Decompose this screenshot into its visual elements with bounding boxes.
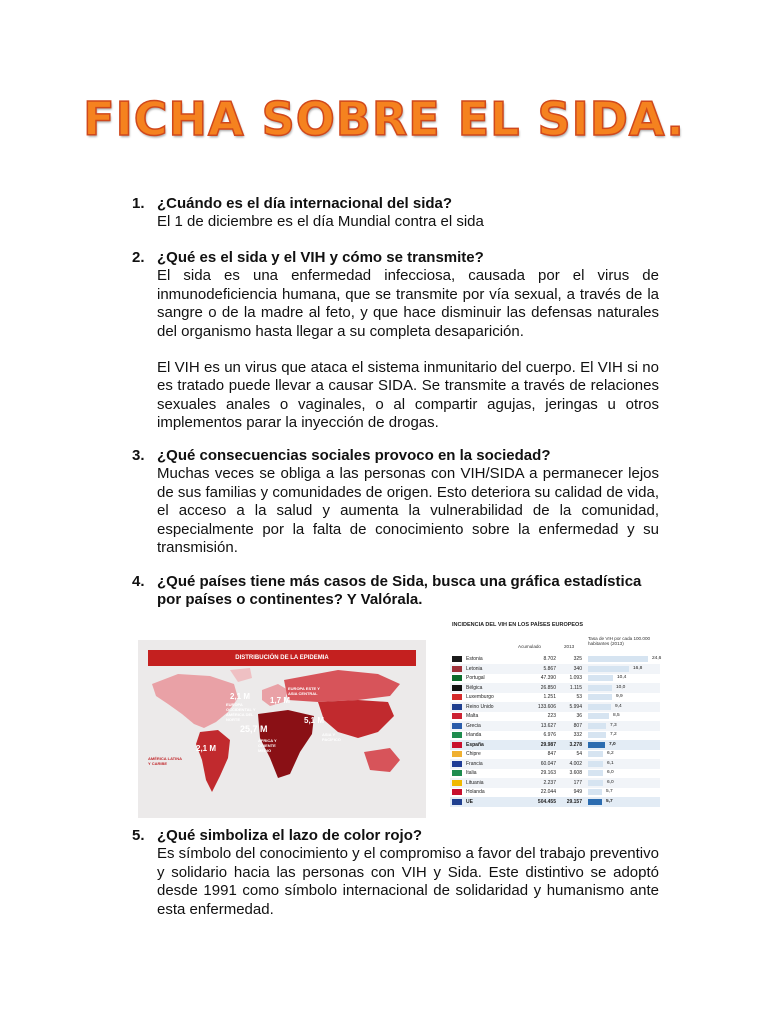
cumulative-value: 60.047 (540, 760, 556, 767)
cumulative-value: 29.163 (540, 770, 556, 776)
country-name: Reino Unido (466, 703, 494, 710)
question-4 (133, 573, 659, 610)
year-value: 177 (573, 779, 582, 786)
rate-value: 10,0 (616, 684, 626, 690)
rate-value: 10,4 (617, 675, 627, 680)
country-name: Francia (466, 760, 483, 767)
question-heading: ¿Qué simboliza el lazo de color rojo? (157, 827, 423, 844)
cumulative-value: 13.627 (540, 722, 556, 729)
rate-bar (588, 685, 612, 691)
col-header-acum: Acumulado (518, 644, 541, 649)
region-latin-america (196, 730, 230, 792)
rate-value: 7,2 (610, 732, 617, 737)
question-1 (133, 195, 659, 232)
country-name: España (466, 741, 484, 748)
rate-bar (588, 732, 606, 738)
flag-icon (452, 770, 462, 776)
year-value: 54 (576, 751, 582, 757)
table-row (450, 768, 660, 778)
region-name: EUROPA ESTE Y ASIA CENTRAL (288, 686, 320, 696)
table-row (450, 702, 660, 712)
country-name: Holanda (466, 789, 485, 795)
cumulative-value: 22.044 (540, 789, 556, 795)
rate-value: 16,8 (633, 665, 643, 671)
flag-icon (452, 656, 462, 662)
flag-icon (452, 685, 462, 691)
country-name: Estonia (466, 656, 483, 662)
world-map-graphic (138, 640, 426, 818)
rate-bar (588, 713, 609, 719)
map-banner: DISTRIBUCIÓN DE LA EPIDEMIA (148, 650, 416, 666)
flag-icon (452, 761, 462, 767)
rate-value: 6,0 (607, 779, 614, 785)
cumulative-value: 1.251 (543, 694, 556, 700)
answer-text (133, 845, 659, 919)
region-name: AMÉRICA LATINA Y CARIBE (148, 756, 182, 766)
cumulative-value: 5.867 (543, 665, 556, 672)
epidemic-distribution-map (138, 640, 426, 818)
flag-icon (452, 723, 462, 729)
rate-bar (588, 656, 648, 662)
year-value: 1.093 (569, 675, 582, 681)
rate-bar (588, 799, 602, 805)
table-row (450, 673, 660, 683)
question-number: 4. (132, 573, 145, 590)
question-heading: ¿Qué países tiene más casos de Sida, busca una gráfica estadística por países o continentes? Y Valórala. (157, 573, 642, 609)
region-greenland (230, 668, 252, 682)
flag-icon (452, 751, 462, 757)
cumulative-value: 29.987 (540, 741, 556, 748)
question-heading: ¿Qué es el sida y el VIH y cómo se transmite? (157, 249, 484, 266)
year-value: 949 (573, 789, 582, 795)
question-number: 1. (132, 195, 145, 212)
rate-bar (588, 694, 612, 700)
rate-bar (588, 723, 606, 729)
country-name: Irlanda (466, 732, 482, 738)
rate-bar (588, 789, 602, 795)
rate-value: 6,1 (607, 760, 614, 766)
flag-icon (452, 713, 462, 719)
region-value: 5,1 M (304, 716, 325, 725)
year-value: 4.002 (569, 760, 582, 767)
flag-icon (452, 732, 462, 738)
table-row (450, 654, 660, 664)
question-number: 3. (132, 447, 145, 464)
question-2 (133, 249, 659, 433)
region-value: 2,1 M (230, 692, 251, 701)
cumulative-value: 2.237 (543, 779, 556, 786)
table-row (450, 692, 660, 702)
region-value: 2,1 M (196, 744, 217, 753)
question-5 (133, 827, 659, 919)
region-name: ÁFRICA Y ORIENTE MEDIO (258, 738, 277, 753)
table-row (450, 778, 660, 788)
rate-value: 5,7 (606, 789, 613, 794)
rate-bar (588, 666, 629, 672)
region-value: 25,7 M (240, 724, 268, 734)
rate-value: 7,0 (609, 741, 616, 747)
cumulative-value: 504.455 (537, 798, 556, 805)
country-name: Portugal (466, 675, 485, 681)
rate-bar (588, 770, 603, 776)
answer-text (133, 267, 659, 432)
region-name: ASIA Y PACÍFICO (322, 732, 341, 742)
answer-paragraph: El VIH es un virus que ataca el sistema inmunitario del cuerpo. El VIH si no es tratado puede llevar a causar SIDA. Se transmite a través de relaciones sexuales anales o vaginales, o al compartir agujas, jeringas u otros implementos parar la inyección de drogas. (157, 359, 659, 432)
question-heading: ¿Qué consecuencias sociales provoco en la sociedad? (157, 447, 551, 464)
cumulative-value: 8.702 (543, 656, 556, 662)
cumulative-value: 133.606 (537, 703, 556, 710)
answer-text (133, 213, 659, 231)
table-row (450, 749, 660, 759)
country-name: Lituania (466, 779, 484, 786)
rate-bar (588, 675, 613, 681)
year-value: 53 (576, 694, 582, 700)
country-name: Bélgica (466, 684, 483, 691)
cumulative-value: 223 (547, 713, 556, 719)
col-header-year: 2013 (564, 644, 575, 649)
table-row (450, 664, 660, 674)
rate-value: 8,5 (613, 713, 620, 718)
table-row (450, 711, 660, 721)
table-row (450, 797, 660, 807)
flag-icon (452, 799, 462, 805)
rate-value: 9,9 (616, 694, 623, 699)
country-name: Chipre (466, 751, 481, 757)
question-heading: ¿Cuándo es el día internacional del sida? (157, 195, 453, 212)
year-value: 36 (576, 713, 582, 719)
year-value: 29.157 (566, 798, 582, 805)
country-name: Grecia (466, 722, 481, 729)
flag-icon (452, 780, 462, 786)
flag-icon (452, 675, 462, 681)
answer-paragraph: El 1 de diciembre es el día Mundial contra el sida (157, 213, 484, 231)
cumulative-value: 847 (547, 751, 556, 757)
page-title: FICHA SOBRE EL SIDA. (83, 92, 685, 146)
question-number: 5. (132, 827, 145, 844)
flag-icon (452, 666, 462, 672)
rate-bar (588, 761, 603, 767)
year-value: 340 (573, 665, 582, 672)
country-name: Luxemburgo (466, 694, 494, 700)
rate-value: 6,0 (607, 770, 614, 775)
answer-paragraph: Muchas veces se obliga a las personas con VIH/SIDA a permanecer lejos de sus familias y comunidades de origen. Esto deteriora su calidad de vida, el acceso a la salud y aumenta la vulnerabilidad de la comunidad, especialmente por la falta de conocimiento sobre la enfermedad y su transmisión. (157, 465, 659, 557)
rate-bar (588, 704, 611, 710)
year-value: 5.994 (569, 703, 582, 710)
region-australia (364, 748, 400, 772)
year-value: 3.278 (569, 741, 582, 748)
rate-value: 9,4 (615, 703, 622, 709)
rate-bar (588, 751, 603, 757)
table-title: INCIDENCIA DEL VIH EN LOS PAÍSES EUROPEOS (452, 622, 584, 628)
flag-icon (452, 789, 462, 795)
table-row (450, 683, 660, 693)
rate-bar (588, 742, 605, 748)
table-row (450, 759, 660, 769)
answer-paragraph: El sida es una enfermedad infecciosa, causada por el virus de inmunodeficiencia humana, que se transmite por vía sexual, a través de la sangre o de la madre al feto, y que hace disminuir las defensas naturales del organismo hasta llegar a su completa desaparición. (157, 267, 659, 340)
answer-paragraph: Es símbolo del conocimiento y el compromiso a favor del trabajo preventivo y solidario hacia las personas con VIH y Sida. Este distintivo se adoptó desde 1991 como símbolo internacional de solidaridad y humanismo ante esta enfermedad. (157, 845, 659, 918)
region-value: 1,7 M (270, 696, 291, 705)
table-row (450, 787, 660, 797)
cumulative-value: 6.976 (543, 732, 556, 738)
region-name: EUROPA OCCIDENTAL Y AMÉRICA DEL NORTE (226, 702, 256, 722)
flag-icon (452, 694, 462, 700)
country-name: Letonia (466, 665, 483, 672)
rate-bar (588, 780, 603, 786)
year-value: 325 (573, 656, 582, 662)
question-number: 2. (132, 249, 145, 266)
table-row (450, 730, 660, 740)
flag-icon (452, 742, 462, 748)
country-name: UE (466, 798, 473, 805)
year-value: 807 (573, 722, 582, 729)
rate-value: 24,6 (652, 656, 662, 661)
rate-value: 6,2 (607, 751, 614, 756)
rate-value: 5,7 (606, 798, 613, 804)
country-name: Malta (466, 713, 479, 719)
country-name: Italia (466, 770, 477, 776)
europe-hiv-table (442, 618, 660, 812)
rate-value: 7,3 (610, 722, 617, 728)
table-row (450, 721, 660, 731)
question-3 (133, 447, 659, 557)
year-value: 332 (573, 732, 582, 738)
cumulative-value: 26.850 (540, 684, 556, 691)
answer-text (133, 465, 659, 557)
col-header-rate: Tasa de VIH por cada 100.000 habitantes (2013) (588, 636, 651, 646)
year-value: 3.608 (569, 770, 582, 776)
flag-icon (452, 704, 462, 710)
cumulative-value: 47.390 (540, 675, 556, 681)
table-row (450, 740, 660, 750)
year-value: 1.115 (569, 684, 582, 691)
